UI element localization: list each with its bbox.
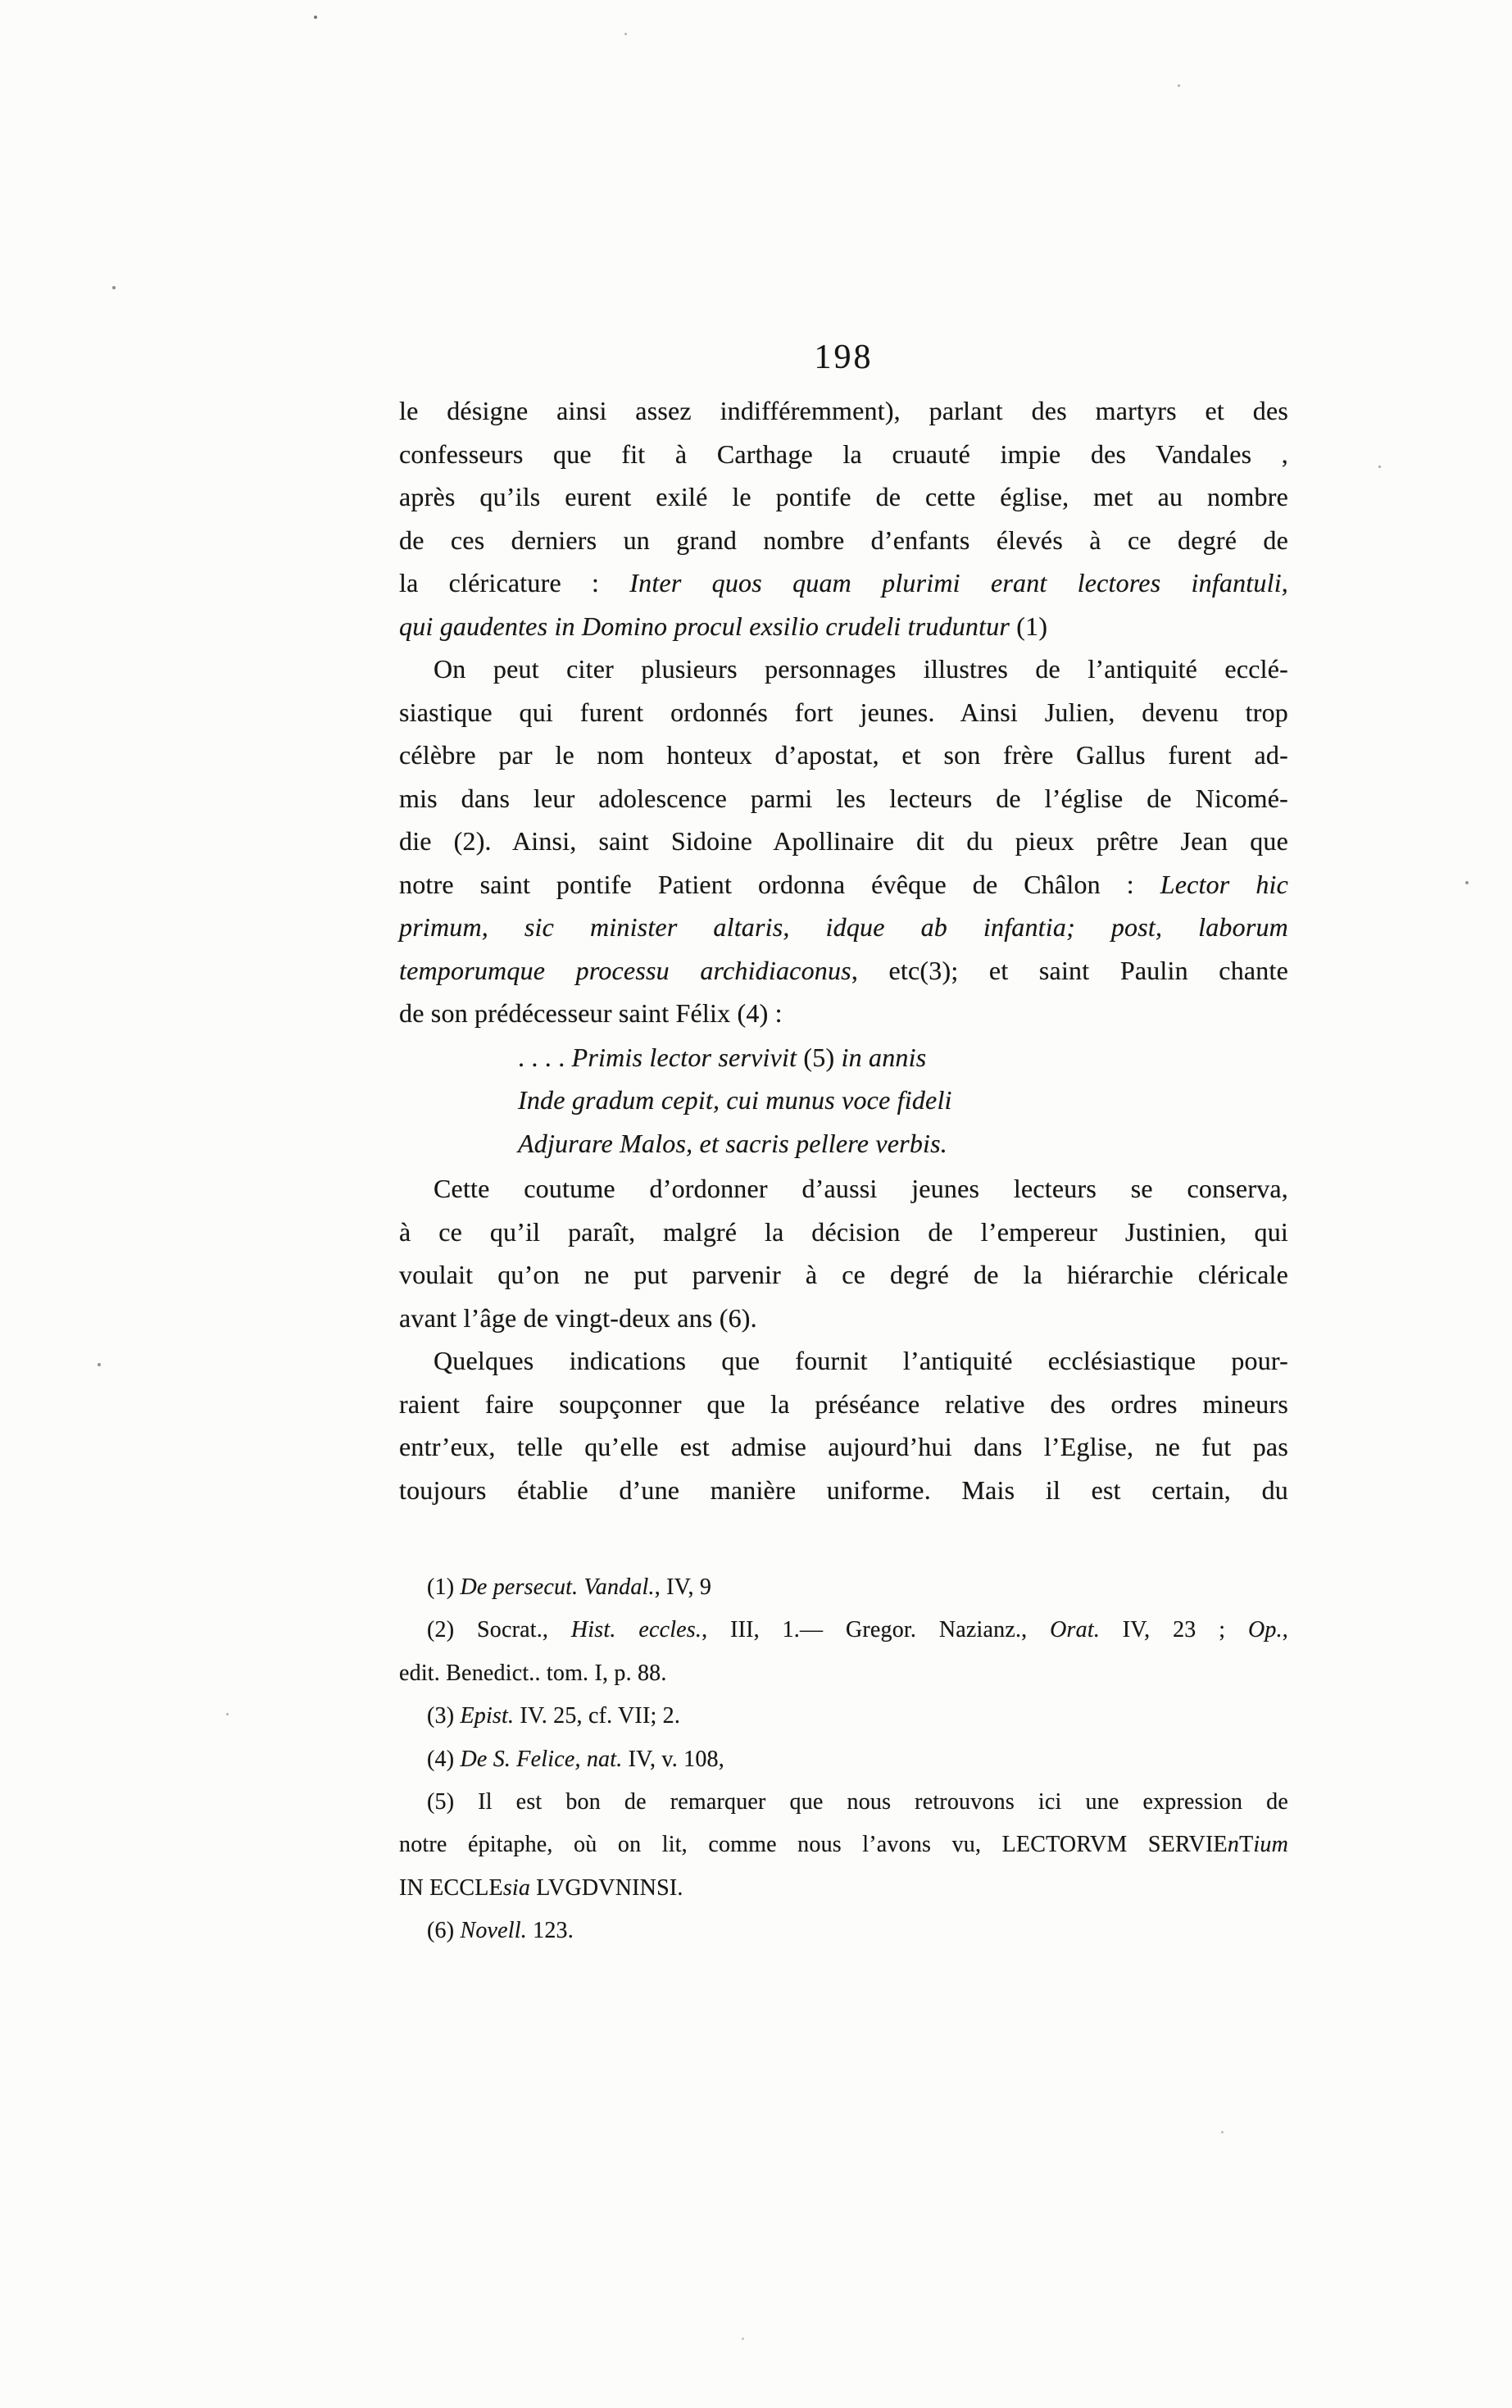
italic-text: Lector hic: [1160, 869, 1289, 899]
roman-text: die (2). Ainsi, saint Sidoine Apollinaire dit du pieux prêtre Jean que: [399, 826, 1288, 856]
roman-text: , III, 1.— Gregor. Nazianz.,: [702, 1617, 1051, 1643]
verse-line: [518, 1122, 1288, 1165]
italic-text: Op.: [1247, 1617, 1283, 1643]
italic-text: De persecut. Vandal.: [460, 1574, 655, 1600]
roman-text: ,: [1282, 1617, 1288, 1643]
footnote-line: [399, 1910, 1288, 1952]
paragraph-line: [399, 734, 1288, 777]
roman-text: de ces derniers un grand nombre d’enfants élevés à ce degré de: [399, 525, 1288, 555]
scan-speck: [1221, 2131, 1224, 2133]
scan-speck: [98, 1363, 101, 1366]
paragraph-block: [399, 1339, 1288, 1511]
paragraph-block: [399, 1167, 1288, 1339]
paragraph-line: [399, 1253, 1288, 1297]
italic-text: temporumque processu archidiaconus: [399, 955, 851, 985]
italic-text: ium: [1253, 1832, 1288, 1858]
footnote-line: [399, 1738, 1288, 1781]
scan-speck: [314, 16, 317, 19]
scan-speck: [1178, 84, 1180, 87]
roman-text: T: [1239, 1832, 1254, 1858]
footnotes-block: [399, 1566, 1288, 1953]
scan-speck: [1378, 466, 1381, 468]
italic-text: primum, sic minister altaris, idque ab infantia; post, laborum: [399, 912, 1288, 942]
roman-text: entr’eux, telle qu’elle est admise aujourd’hui dans l’Eglise, ne fut pas: [399, 1432, 1288, 1461]
paragraph-line: [399, 777, 1288, 820]
italic-text: De S. Felice, nat.: [460, 1746, 623, 1772]
roman-text: On peut citer plusieurs personnages illustres de l’antiquité ecclé-: [434, 654, 1288, 684]
scan-speck: [1465, 881, 1469, 884]
roman-text: confesseurs que fit à Carthage la cruauté impie des Vandales ,: [399, 438, 1288, 469]
paragraph-line: [399, 906, 1288, 949]
roman-text: (3): [427, 1703, 461, 1729]
verse-line: [518, 1036, 1288, 1079]
roman-text: (6): [427, 1918, 461, 1944]
paragraph-line: [399, 389, 1288, 433]
roman-text: (2) Socrat.,: [427, 1617, 571, 1643]
roman-text: LVGDVNINSI.: [530, 1874, 683, 1901]
paragraph-line: [399, 1297, 1288, 1340]
italic-text: Adjurare Malos, et sacris pellere verbis.: [518, 1128, 947, 1158]
paragraph-line: [399, 820, 1288, 863]
roman-text: (5) Il est bon de remarquer que nous retrouvons ici une expression de: [427, 1789, 1288, 1815]
paragraph-line: [399, 1425, 1288, 1469]
paragraph-block: [399, 389, 1288, 647]
footnote-line: [399, 1867, 1288, 1910]
roman-text: à ce qu’il paraît, malgré la décision de l’empereur Justinien, qui: [399, 1216, 1288, 1247]
roman-text: IV, v. 108,: [622, 1746, 724, 1772]
italic-text: Hist. eccles.: [570, 1617, 702, 1643]
footnote-line: [399, 1566, 1288, 1609]
roman-text: raient faire soupçonner que la préséance relative des ordres mineurs: [399, 1388, 1288, 1419]
roman-text: IV, 23 ;: [1100, 1617, 1248, 1643]
roman-text: IV. 25, cf. VII; 2.: [514, 1703, 681, 1729]
roman-text: , IV, 9: [654, 1574, 712, 1600]
footnote-line: [399, 1652, 1288, 1695]
roman-text: voulait qu’on ne put parvenir à ce degré de la hiérarchie cléricale: [399, 1260, 1288, 1289]
italic-text: Inter quos quam plurimi erant lectores infantuli,: [629, 568, 1288, 597]
italic-text: Epist.: [460, 1703, 515, 1729]
roman-text: célèbre par le nom honteux d’apostat, et son frère Gallus furent ad-: [399, 740, 1288, 770]
footnote-line: [399, 1695, 1288, 1738]
scan-speck: [742, 2338, 744, 2340]
italic-text: in annis: [834, 1042, 927, 1072]
paragraph-line: [399, 1383, 1288, 1426]
scan-speck: [226, 1713, 229, 1715]
paragraph-line: [399, 561, 1288, 605]
paragraph-line: [399, 647, 1288, 691]
italic-text: n: [1227, 1832, 1240, 1858]
verse-line: [518, 1079, 1288, 1122]
italic-text: Inde gradum cepit, cui munus voce fideli: [518, 1085, 952, 1115]
scan-speck: [624, 33, 627, 35]
paragraph-line: [399, 605, 1288, 648]
paragraph-block: [399, 647, 1288, 1035]
italic-text: qui gaudentes in Domino procul exsilio crudeli truduntur: [399, 611, 1010, 641]
paragraph-line: [399, 433, 1288, 476]
footnote-line: [399, 1781, 1288, 1824]
roman-text: la cléricature :: [399, 568, 630, 597]
text-block: [399, 389, 1288, 1953]
paragraph-line: [399, 1469, 1288, 1512]
roman-text: siastique qui furent ordonnés fort jeunes. Ainsi Julien, devenu trop: [399, 697, 1288, 727]
footnote-line: [399, 1609, 1288, 1652]
roman-text: (4): [427, 1746, 461, 1772]
paragraph-line: [399, 475, 1288, 519]
roman-text: (5): [803, 1042, 835, 1072]
paragraph-line: [399, 863, 1288, 906]
roman-text: Quelques indications que fournit l’antiquité ecclésiastique pour-: [434, 1346, 1288, 1375]
roman-text: notre épitaphe, où on lit, comme nous l’avons vu, LECTORVM SERVIE: [399, 1832, 1228, 1858]
roman-text: (1): [1010, 611, 1048, 641]
paragraph-line: [399, 1211, 1288, 1254]
paragraph-line: [399, 1339, 1288, 1383]
roman-text: avant l’âge de vingt-deux ans (6).: [399, 1302, 757, 1333]
roman-text: . . . .: [518, 1042, 572, 1072]
footnote-line: [399, 1824, 1288, 1866]
roman-text: mis dans leur adolescence parmi les lecteurs de l’église de Nicomé-: [399, 783, 1288, 813]
roman-text: après qu’ils eurent exilé le pontife de cette église, met au nombre: [399, 482, 1288, 511]
roman-text: (1): [427, 1574, 461, 1600]
paragraph-line: [399, 519, 1288, 562]
verse-block: [518, 1036, 1288, 1165]
roman-text: IN ECCLE: [399, 1874, 503, 1901]
roman-text: , etc(3); et saint Paulin chante: [851, 955, 1288, 985]
paragraph-line: [399, 992, 1288, 1035]
paragraph-line: [399, 691, 1288, 734]
roman-text: edit. Benedict.. tom. I, p. 88.: [399, 1660, 667, 1686]
roman-text: de son prédécesseur saint Félix (4) :: [399, 998, 783, 1028]
paragraph-line: [399, 949, 1288, 993]
page-number: 198: [814, 338, 874, 376]
roman-text: 123.: [526, 1918, 574, 1944]
scan-speck: [112, 286, 116, 289]
roman-text: Cette coutume d’ordonner d’aussi jeunes lecteurs se conserva,: [434, 1174, 1288, 1203]
italic-text: Orat.: [1050, 1617, 1101, 1643]
roman-text: le désigne ainsi assez indifféremment), parlant des martyrs et des: [399, 396, 1288, 425]
paragraph-line: [399, 1167, 1288, 1211]
italic-text: Novell.: [460, 1918, 527, 1944]
roman-text: toujours établie d’une manière uniforme. Mais il est certain, du: [399, 1474, 1288, 1505]
roman-text: notre saint pontife Patient ordonna évêque de Châlon :: [399, 869, 1160, 899]
italic-text: Primis lector servivit: [571, 1042, 804, 1072]
italic-text: sia: [502, 1874, 531, 1901]
